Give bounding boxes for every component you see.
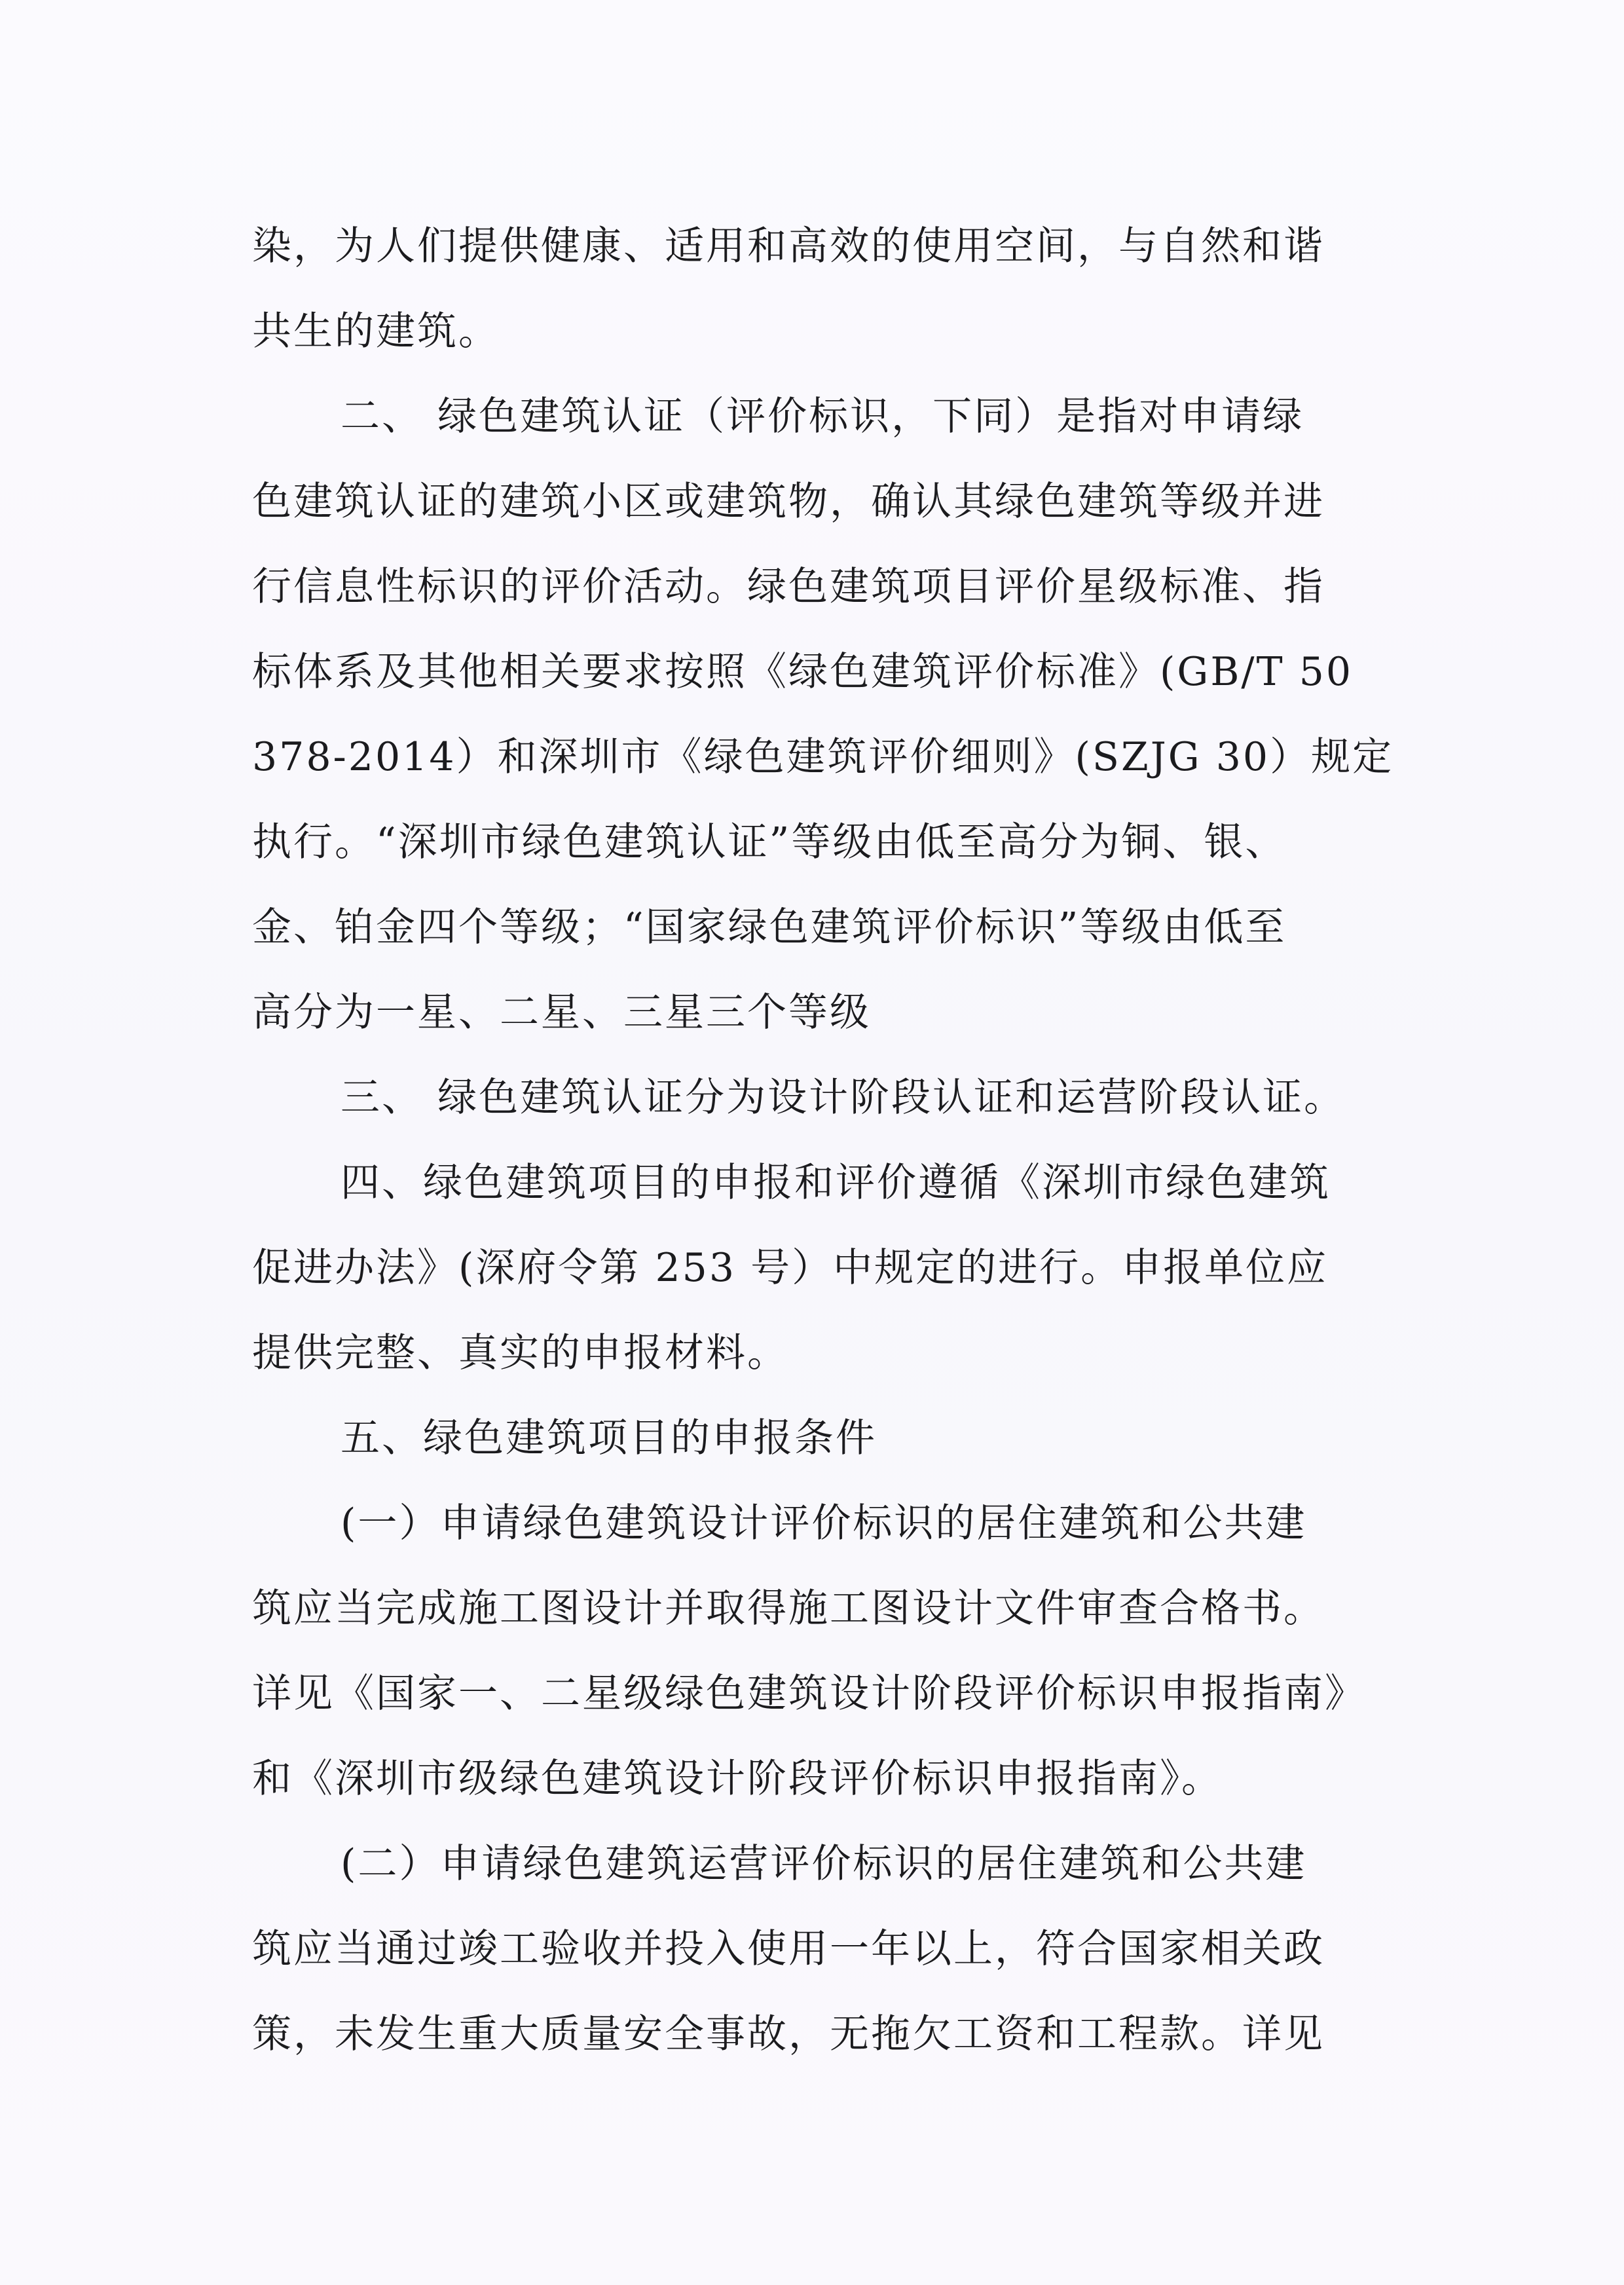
text-line: 筑应当完成施工图设计并取得施工图设计文件审查合格书。 (252, 1586, 1325, 1631)
text-line: 金、铂金四个等级；“国家绿色建筑评价标识”等级由低至 (252, 904, 1287, 950)
text-line: 色建筑认证的建筑小区或建筑物，确认其绿色建筑等级并进 (252, 479, 1325, 525)
text-line: 二、 绿色建筑认证（评价标识，下同）是指对申请绿 (341, 394, 1304, 439)
text-line: 四、绿色建筑项目的申报和评价遵循《深圳市绿色建筑 (341, 1160, 1331, 1206)
text-line: 378-2014）和深圳市《绿色建筑评价细则》(SZJG 30）规定 (252, 734, 1394, 780)
text-line: 高分为一星、二星、三星三个等级 (252, 990, 871, 1035)
text-line: (一）申请绿色建筑设计评价标识的居住建筑和公共建 (341, 1500, 1307, 1546)
text-line: 筑应当通过竣工验收并投入使用一年以上，符合国家相关政 (252, 1926, 1325, 1972)
text-line: 标体系及其他相关要求按照《绿色建筑评价标准》(GB/T 50 (252, 649, 1354, 695)
text-line: 五、绿色建筑项目的申报条件 (341, 1415, 877, 1461)
text-line: 共生的建筑。 (252, 308, 500, 354)
text-line: 提供完整、真实的申报材料。 (252, 1330, 788, 1376)
text-line: 和《深圳市级绿色建筑设计阶段评价标识申报指南》。 (252, 1756, 1223, 1802)
text-line: 三、 绿色建筑认证分为设计阶段认证和运营阶段认证。 (341, 1075, 1346, 1121)
text-line: (二）申请绿色建筑运营评价标识的居住建筑和公共建 (341, 1841, 1307, 1887)
text-line: 促进办法》(深府令第 253 号）中规定的进行。申报单位应 (252, 1245, 1329, 1291)
text-line: 行信息性标识的评价活动。绿色建筑项目评价星级标准、指 (252, 564, 1325, 610)
text-line: 策，未发生重大质量安全事故，无拖欠工资和工程款。详见 (252, 2011, 1325, 2057)
text-line: 详见《国家一、二星级绿色建筑设计阶段评价标识申报指南》 (252, 1671, 1366, 1717)
text-line: 染，为人们提供健康、适用和高效的使用空间，与自然和谐 (252, 223, 1325, 269)
text-line: 执行。“深圳市绿色建筑认证”等级由低至高分为铜、银、 (252, 819, 1287, 865)
